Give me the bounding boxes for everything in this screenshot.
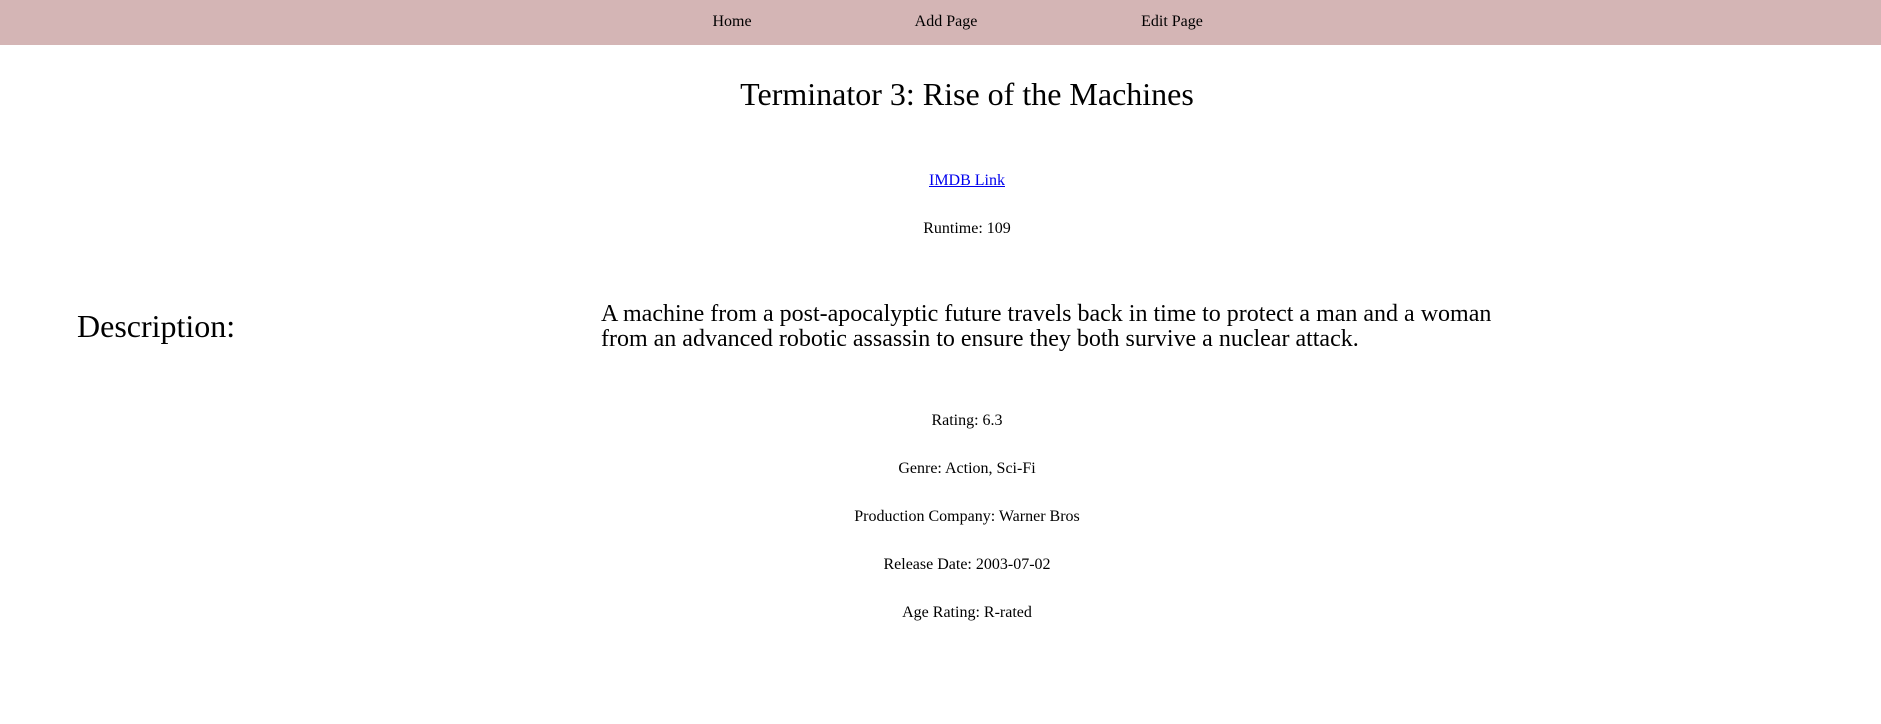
production-company-text: Production Company: Warner Bros <box>854 508 1080 525</box>
top-nav <box>0 0 1881 45</box>
description-text: A machine from a post-apocalyptic future travels back in time to protect a man and a woman from an advanced robotic assassin to ensure they both survive a nuclear attack. <box>601 301 1492 352</box>
nav-edit-page-link[interactable]: Edit Page <box>1141 13 1203 30</box>
nav-home-link[interactable]: Home <box>712 13 752 30</box>
age-rating-text: Age Rating: R-rated <box>902 604 1032 621</box>
genre-text: Genre: Action, Sci-Fi <box>898 460 1036 477</box>
description-label: Description: <box>77 308 236 344</box>
imdb-link[interactable]: IMDB Link <box>929 172 1005 189</box>
release-date-text: Release Date: 2003-07-02 <box>883 556 1051 573</box>
page-title: Terminator 3: Rise of the Machines <box>740 76 1194 112</box>
nav-add-page-link[interactable]: Add Page <box>914 13 978 30</box>
rating-text: Rating: 6.3 <box>931 412 1003 429</box>
runtime-text: Runtime: 109 <box>923 220 1011 237</box>
